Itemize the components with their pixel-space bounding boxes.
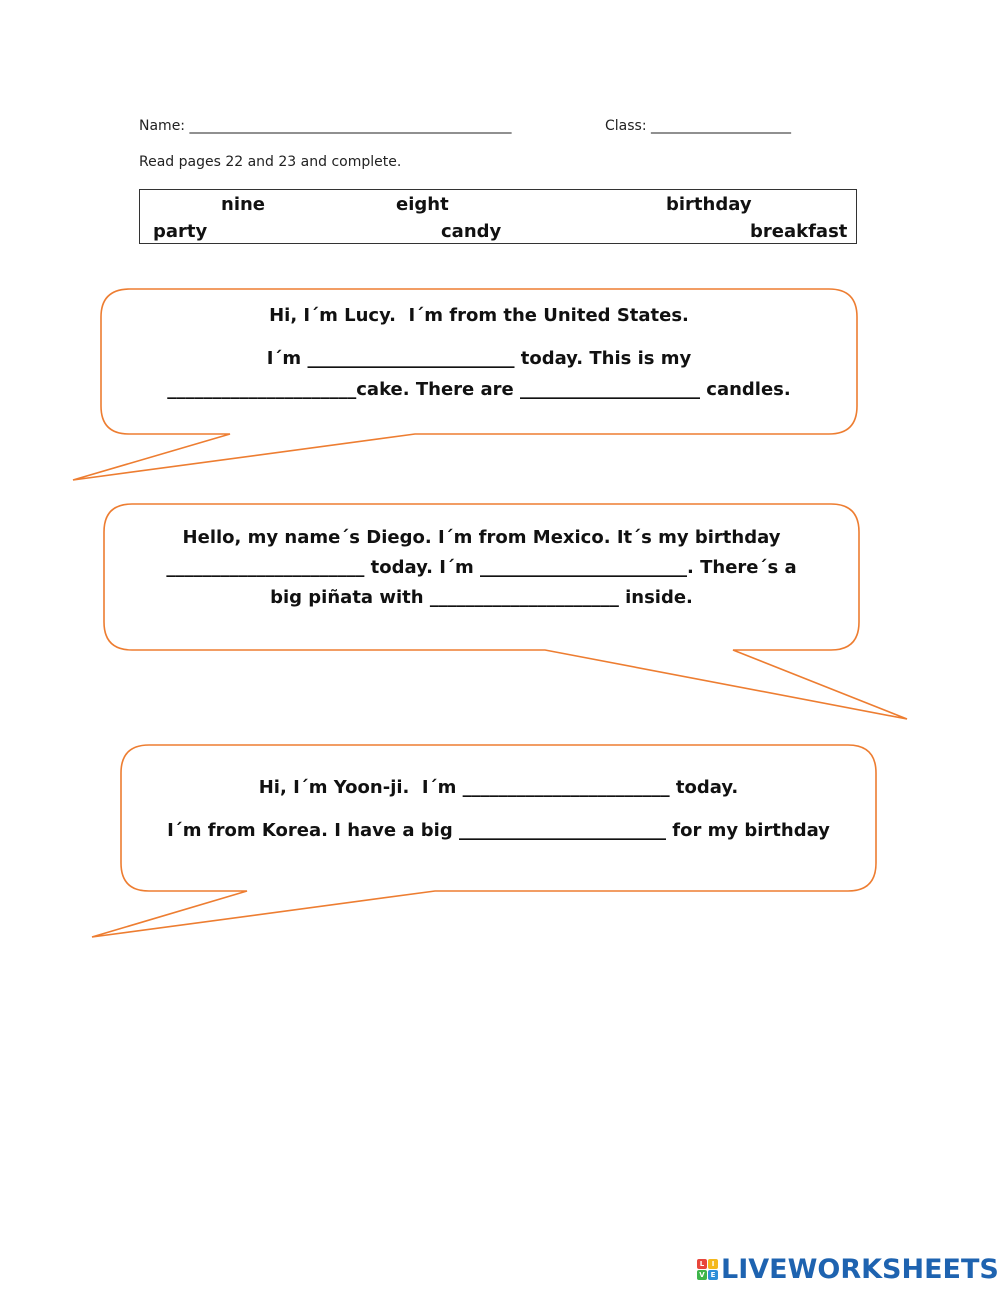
bubble-lucy-line-2: I´m _______________________ today. This is my [266,348,692,369]
bubble-yoonji-line-2: I´m from Korea. I have a big _______________________ for my birthday [167,820,830,841]
liveworksheets-logo [697,1254,999,1284]
bubble-diego-line-2: ______________________ today. I´m _______________________. There´s a [166,557,797,578]
word-bank-item: candy [441,221,502,242]
word-bank-item: eight [396,194,449,215]
word-bank-item: breakfast [750,221,848,242]
word-bank-item: party [153,221,208,242]
name-field-label: Name: ______________________________________________ [139,118,512,134]
logo-text: LIVEWORKSHEETS [721,1253,999,1285]
logo-mark-icon: L I V E [697,1259,718,1280]
bubble-yoonji-line-1: Hi, I´m Yoon-ji. I´m _______________________ today. [258,777,739,798]
bubble-diego-line-3: big piñata with _____________________ inside. [270,587,693,608]
speech-bubble-yoonji [92,745,876,937]
word-bank-item: nine [221,194,266,215]
bubble-lucy-line-1: Hi, I´m Lucy. I´m from the United States. [269,305,689,326]
bubble-diego-line-1: Hello, my name´s Diego. I´m from Mexico. It´s my birthday [182,527,781,548]
bubble-lucy-line-3: _____________________cake. There are ____________________ candles. [167,379,791,400]
word-bank-item: birthday [666,194,752,215]
class-field-label: Class: ____________________ [605,118,791,134]
instruction-text: Read pages 22 and 23 and complete. [139,154,402,170]
